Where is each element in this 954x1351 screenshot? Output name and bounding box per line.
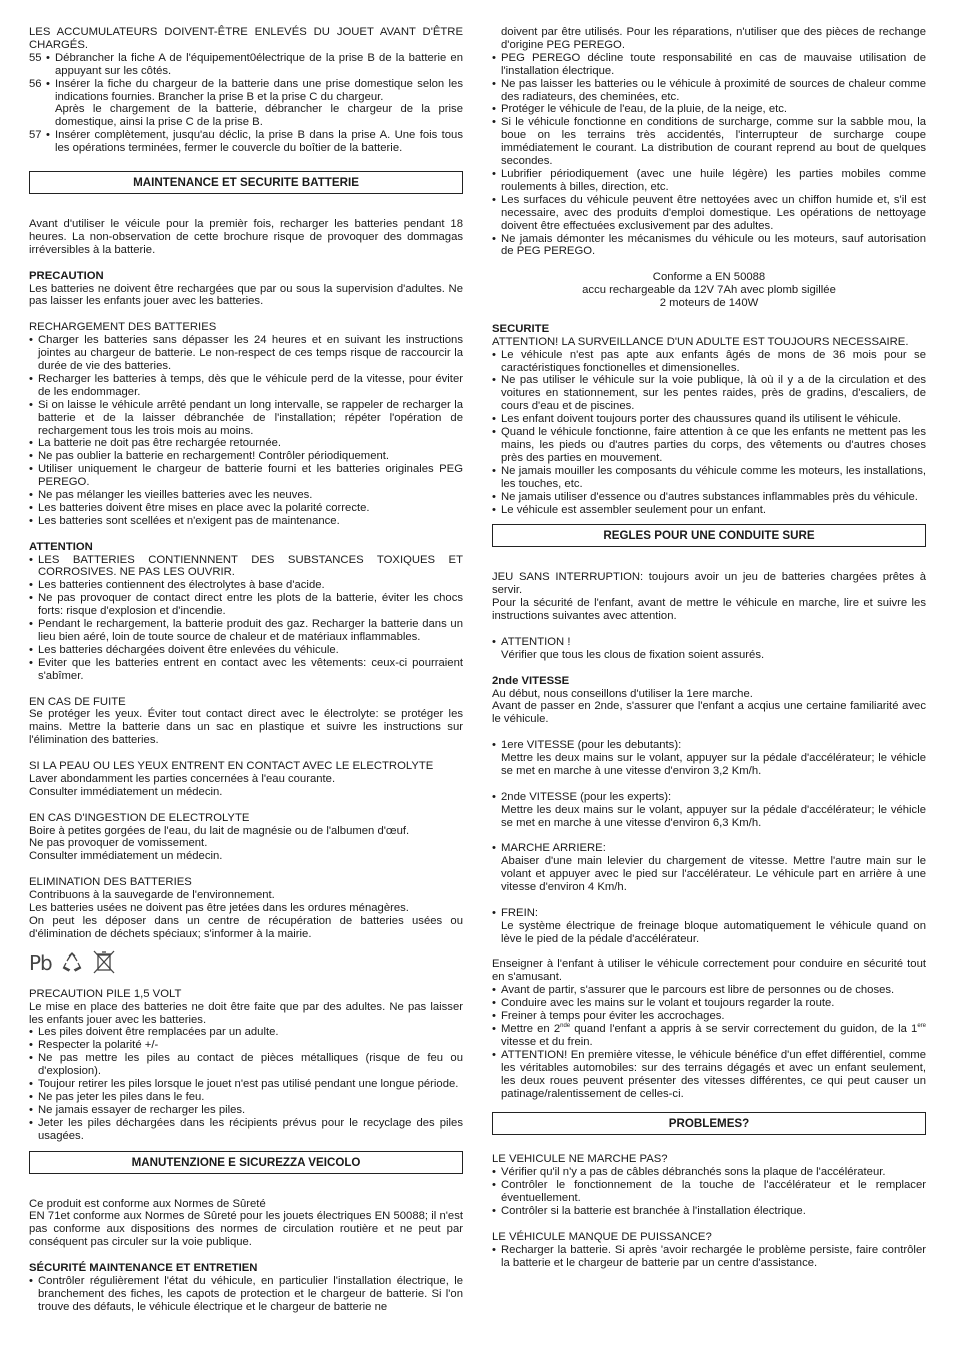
ingestion-text-1: Boire à petites gorgées de l'eau, du lait de magnésie ou de l'albumen d'œuf. — [29, 824, 410, 837]
list-item: • Contrôler le fonctionnement de la touche de l'accélérateur et le remplacer éventuellement. — [492, 1179, 926, 1205]
list-item: • Jeter les piles déchargées dans les récipients prévus pour le recyclage des piles usagées. — [29, 1117, 463, 1143]
conformity-text-1: Ce produit est conforme aux Normes de Sûreté — [29, 1197, 266, 1210]
list-item: • Ne pas utiliser le véhicule sur la voie publique, là où il y a de la circulation et des voitures en stationnement, sur les pentes raides, près de gradins, d'escaliers, de cours d'eau et de piscines. — [492, 374, 926, 413]
list-item: • Toujour retirer les piles lorsque le jouet n'est pas utilisé pendant une longue période. — [29, 1078, 463, 1091]
list-item: • Ne pas mettre les piles au contact de pièces métalliques (risque de feu ou d'explosion). — [29, 1052, 463, 1078]
list-item: • La batterie ne doit pas être rechargée retournée. — [29, 437, 463, 450]
list-item: • Recharger les batteries à temps, dès que le véhicule perd de la vitesse, pour éviter de les endommager. — [29, 373, 463, 399]
problem-1-title: LE VEHICULE NE MARCHE PAS? — [492, 1153, 668, 1166]
safety-list — [492, 349, 926, 517]
list-item: • Ne jamais essayer de recharger les piles. — [29, 1104, 463, 1117]
list-item: • MARCHE ARRIERE: — [492, 842, 926, 855]
list-item: • 2nde VITESSE (pour les experts): — [492, 791, 926, 804]
lead-symbol: Pb — [29, 951, 52, 976]
list-item: • PEG PEREGO décline toute responsabilité en cas de mauvaise utilisation de l'installation électrique. — [492, 52, 926, 78]
list-item: • ATTENTION! En première vitesse, le véhicule bénéfice d'un effet différentiel, comme les véritables automobiles: sur des terrains dégagés et avec un enfant seulement, les deux roues peuvent présenter des vitesses différentes, ce qui peut causer un patinage/ralentissement de celles-ci. — [492, 1049, 926, 1101]
second-speed-title: 2nde VITESSE — [492, 674, 570, 687]
list-item: • Ne pas mélanger les vieilles batteries avec les neuves. — [29, 489, 463, 502]
list-item: • Les surfaces du véhicule peuvent être nettoyées avec un chiffon humide et, s'il est necessaire, avec des produits d'emploi domestique. Les opérations de nettoyage doivent être effectuées exclusivement par des adultes. — [492, 194, 926, 233]
list-item: • Freiner à temps pour éviter les accrochages. — [492, 1010, 926, 1023]
attention-list — [29, 554, 463, 683]
first-speed-bullet — [492, 739, 926, 752]
list-item: • Charger les batteries sans dépasser les 24 heures et en suivant les instructions jointes au chargeur de batterie. Le non-respect de ces temps risque de raccourcir la durée de vie des batteries. — [29, 334, 463, 373]
section-heading-vehicle-maintenance: MANUTENZIONE E SICUREZZA VEICOLO — [29, 1151, 463, 1174]
brake-text: Le système électrique de freinage bloque automatiquement le véhicule quand on lève le pied de la pédale d'accélérateur. — [501, 919, 926, 945]
disposal-text-3: On peut les déposer dans un centre de récupération de batteries usées ou d'élimination de déchets spéciaux; s'informer à la mairie. — [29, 914, 463, 940]
teaching-text: Enseigner à l'enfant à utiliser le véhicule correctement pour conduire en sécurité tout en s'amusant. — [492, 958, 926, 984]
list-item: • LES BATTERIES CONTIENNNENT DES SUBSTANCES TOXIQUES ET CORROSIVES. NE PAS LES OUVRIR. — [29, 554, 463, 580]
disposal-title: ELIMINATION DES BATTERIES — [29, 876, 192, 889]
continuous-play-text: JEU SANS INTERRUPTION: toujours avoir un jeu de batteries chargées prêtes à servir. — [492, 571, 926, 597]
list-item: • Conduire avec les mains sur le volant et toujours regarder la route. — [492, 997, 926, 1010]
conformity-text-2: EN 71et conforme aux Normes de Sûreté pour les jouets électriques EN 50088; il n'est pas conforme aux dispositions des normes de circulation routière et ne peut par conséquent pas circuler sur la voie publique. — [29, 1210, 463, 1249]
safety-maintenance-title: SÉCURITÉ MAINTENANCE ET ENTRETIEN — [29, 1262, 258, 1275]
crossed-bin-icon — [92, 949, 116, 979]
problem-1-list — [492, 1166, 926, 1218]
ingestion-text-3: Consulter immédiatement un médecin. — [29, 850, 223, 863]
ingestion-text-2: Ne pas provoquer de vomissement. — [29, 837, 208, 850]
list-item: • FREIN: — [492, 907, 926, 920]
leak-text: Se protéger les yeux. Éviter tout contact direct avec le électrolyte: se protéger les mains. Mettre la batterie dans un sac en plastique et suivre les instructions sur l'élimination des batteries. — [29, 708, 463, 747]
continuation-text: doivent par être utilisés. Pour les réparations, n'utiliser que des pièces de rechange d'origine PEG PEREGO. — [501, 26, 926, 51]
list-item: • Les batteries doivent être mises en place avec la polarité correcte. — [29, 502, 463, 515]
list-item: • Pendant le rechargement, la batterie produit des gaz. Recharger la batterie dans un lieu bien aéré, loin de toute source de chaleur et de matériaux inflammables. — [29, 618, 463, 644]
left-column — [29, 26, 463, 1314]
list-item: • Si le véhicule fonctionne en conditions de surcharge, comme sur la sabble mou, la boue on les terrains très accidentés, l'interrupteur de surcharge coupe immédiatement le courant. La distribution de courant reprend au bout de quelques secondes. — [492, 116, 926, 168]
list-item: • Les batteries sont scellées et n'exigent pas de maintenance. — [29, 515, 463, 528]
list-item: • Contrôler si la batterie est branchée à l'installation électrique. — [492, 1205, 926, 1218]
attention-bullet — [492, 636, 926, 649]
list-item: • Ne pas provoquer de contact direct entre les plots de la batterie, éviter les chocs forts: risque d'explosion et d'incendie. — [29, 592, 463, 618]
recharge-title: RECHARGEMENT DES BATTERIES — [29, 321, 217, 334]
list-item: • Protéger le véhicule de l'eau, de la pluie, de la neige, etc. — [492, 103, 926, 116]
spec-battery: accu rechargeable da 12V 7Ah avec plomb sigillée — [582, 284, 836, 297]
first-speed-text: Mettre les deux mains sur le volant, appuyer sur la pédale d'accélérateur; le véhicle se met en marche à une vitesse d'environ 3,2 Km/h. — [501, 752, 926, 777]
skin-eyes-text-2: Consulter immédiatement un médecin. — [29, 785, 223, 798]
step-55: 55 • Débrancher la fiche A de l'équipement0électrique de la prise B de la batterie en appuyant sur les côtés. — [29, 51, 463, 77]
second-speed-bullet — [492, 791, 926, 804]
list-item: • Ne jamais utiliser d'essence ou d'autres substances inflammables près du véhicule. — [492, 491, 926, 504]
list-item: • Utiliser uniquement le chargeur de batterie fourni et les batteries originales PEG PEREGO. — [29, 463, 463, 489]
list-item: • Ne jamais démonter les mécanismes du véhicule ou les moteurs, sauf autorisation de PEG PEREGO. — [492, 233, 926, 259]
precaution-text: Les batteries ne doivent être rechargées que par ou sous la supervision d'adultes. Ne pas laisser les enfants jouer avec les batteries. — [29, 282, 463, 308]
reverse-bullet — [492, 842, 926, 855]
reverse-text: Abaiser d'une main lelevier du chargement de vitesse. Mettre l'autre main sur le volant et appuyer avec le pied sur l'accélérateur. Le véhicule part en arrière à une vitesse d'environ 4 Km/h. — [501, 855, 926, 894]
list-item: • Les piles doivent être remplacées par un adulte. — [29, 1026, 463, 1039]
problem-2-list — [492, 1244, 926, 1270]
attention-title: ATTENTION — [29, 540, 93, 553]
section-heading-problems: PROBLEMES? — [492, 1112, 926, 1135]
list-item: • Le véhicule est assembler seulement pour un enfant. — [492, 504, 926, 517]
list-item: • Si on laisse le véhicule arrêté pendant un long intervalle, se rappeler de recharger la batterie et de la laisser débranchée de l'installation; répéter l'opération de rechargement tous les trois mois au moins. — [29, 399, 463, 438]
child-safety-text: Pour la sécurité de l'enfant, avant de mettre le véhicule en marche, lire et suivre les instructions suivantes avec attention. — [492, 597, 926, 623]
recharge-list — [29, 334, 463, 528]
maintenance-intro: Avant d'utiliser le véicule pour la premièr fois, recharger les batteries pendant 18 heures. La non-observation de cette brochure risque de provoquer des dommagas irréversibles à la batterie. — [29, 218, 463, 256]
list-item: • Vérifier qu'il n'y a pas de câbles débranchés sons la plaque de l'accélérateur. — [492, 1166, 926, 1179]
disposal-text-1: Contribuons à la sauvegarde de l'environnement. — [29, 889, 275, 902]
step-57: 57 • Insérer complètement, jusqu'au déclic, la prise B dans la prise A. Une fois tous les opérations terminées, fermer le couvercle du boîtier de la batterie. — [29, 129, 463, 155]
safety-maintenance-list — [29, 1275, 463, 1314]
list-item: • Quand le véhicule fonctionne, faire attention à ce que les enfants ne mettent pas les mains, les pieds ou d'autres parties du corps, des vêtements ou d'autres choses près des parties en mouvement. — [492, 426, 926, 465]
spec-conformity: Conforme a EN 50088 — [652, 271, 766, 284]
brake-bullet — [492, 907, 926, 920]
list-item: • Eviter que les batteries entrent en contact avec les vêtements: ceux-ci pourraient s'abîmer. — [29, 657, 463, 683]
section-heading-safe-driving: REGLES POUR UNE CONDUITE SURE — [492, 524, 926, 547]
list-item: • Ne pas jeter les piles dans le feu. — [29, 1091, 463, 1104]
battery-precaution-list — [29, 1026, 463, 1142]
spec-motors: 2 moteurs de 140W — [659, 297, 759, 310]
recycle-icon — [60, 950, 84, 978]
list-item: • Le véhicule n'est pas apte aux enfants âgés de mons de 36 mois pour se caractéristiques fonctionelles et dimensionelles. — [492, 349, 926, 375]
skin-eyes-title: SI LA PEAU OU LES YEUX ENTRENT EN CONTACT AVEC LE ELECTROLYTE — [29, 760, 434, 773]
ingestion-title: EN CAS D'INGESTION DE ELECTROLYTE — [29, 811, 250, 824]
leak-title: EN CAS DE FUITE — [29, 695, 126, 708]
list-item: • Contrôler régulièrement l'état du véhicule, en particulier l'installation électrique, le branchement des fiches, les capots de protection et le chargeur de batterie. Si l'on trouve des défauts, le véhicule électrique et le chargeur de batterie ne — [29, 1275, 463, 1314]
maintenance-list-cont — [492, 52, 926, 259]
list-item: • Ne pas laisser les batteries ou le véhicule à proximité de sources de chaleur comme des radiateurs, des cheminées, etc. — [492, 78, 926, 104]
battery-precaution-text: Le mise en place des batteries ne doit être faite que par des adultes. Ne pas laisser les enfants jouer avec les batteries. — [29, 1000, 463, 1026]
right-column — [492, 26, 926, 1270]
safety-intro: ATTENTION! LA SURVEILLANCE D'UN ADULTE EST TOUJOURS NECESSAIRE. — [492, 335, 909, 348]
list-item: • Ne pas oublier la batterie en rechargement! Contrôler périodiquement. — [29, 450, 463, 463]
list-item: • Mettre en 2nde quand l'enfant a appris à se servir correctement du guidon, de la 1ere vitesse et du frein. — [492, 1023, 926, 1049]
list-item: • Ne jamais mouiller les composants du véhicule comme les moteurs, les installations, les touches, etc. — [492, 465, 926, 491]
second-speed-text-2: Avant de passer en 2nde, s'assurer que l'enfant a acqius une certaine familiarité avec le véhicule. — [492, 700, 926, 726]
driving-list — [492, 984, 926, 1100]
list-item: • Les enfant doivent toujours porter des chaussures quand ils utilisent le véhicule. — [492, 413, 926, 426]
step-56: 56 • Insérer la fiche du chargeur de la batterie dans une prise domestique selon les indications fournies. Brancher la prise B et la prise C du chargeur. Après le chargement de la batterie, débrancher le chargeur de la prise domestique, ainsi la prise C de la prise B. — [29, 77, 463, 129]
disposal-symbols — [29, 950, 463, 978]
second-speed-desc: Mettre les deux mains sur le volant, appuyer sur la pédale d'accélérateur; le véhicle se met en marche à une vitesse d'environ 6,3 Km/h. — [501, 803, 926, 829]
skin-eyes-text-1: Laver abondamment les parties concernées à l'eau courante. — [29, 772, 336, 785]
list-item: • Avant de partir, s'assurer que le parcours est libre de personnes ou de choses. — [492, 984, 926, 997]
charging-intro: LES ACCUMULATEURS DOIVENT-ÊTRE ENLEVÉS DU JOUET AVANT D'ÊTRE CHARGÉS. — [29, 26, 463, 51]
list-item: • Respecter la polarité +/- — [29, 1039, 463, 1052]
precaution-title: PRECAUTION — [29, 269, 104, 282]
list-item: • Les batteries déchargées doivent être enlevées du véhicule. — [29, 644, 463, 657]
problem-2-title: LE VÉHICULE MANQUE DE PUISSANCE? — [492, 1230, 712, 1243]
disposal-text-2: Les batteries usées ne doivent pas être jetées dans les ordures ménagères. — [29, 901, 409, 914]
battery-precaution-title: PRECAUTION PILE 1,5 VOLT — [29, 987, 182, 1000]
second-speed-text-1: Au début, nous conseillons d'utiliser la 1ere marche. — [492, 687, 753, 700]
list-item: • Les batteries contiennent des électrolytes à base d'acide. — [29, 579, 463, 592]
list-item: • ATTENTION ! — [492, 636, 926, 649]
safety-title: SECURITE — [492, 322, 550, 335]
section-heading-battery-maintenance: MAINTENANCE ET SECURITE BATTERIE — [29, 171, 463, 194]
list-item: • Recharger la batterie. Si après 'avoir rechargée le problème persiste, faire contrôler la batterie et le chargeur de batterie par un centre d'assistance. — [492, 1244, 926, 1270]
attention-subtext: Vérifier que tous les clous de fixation soient assurés. — [501, 648, 765, 661]
list-item: • 1ere VITESSE (pour les debutants): — [492, 739, 926, 752]
list-item: • Lubrifier périodiquement (avec une huile légère) les parties mobiles comme roulements à billes, direction, etc. — [492, 168, 926, 194]
charging-steps — [29, 52, 463, 155]
